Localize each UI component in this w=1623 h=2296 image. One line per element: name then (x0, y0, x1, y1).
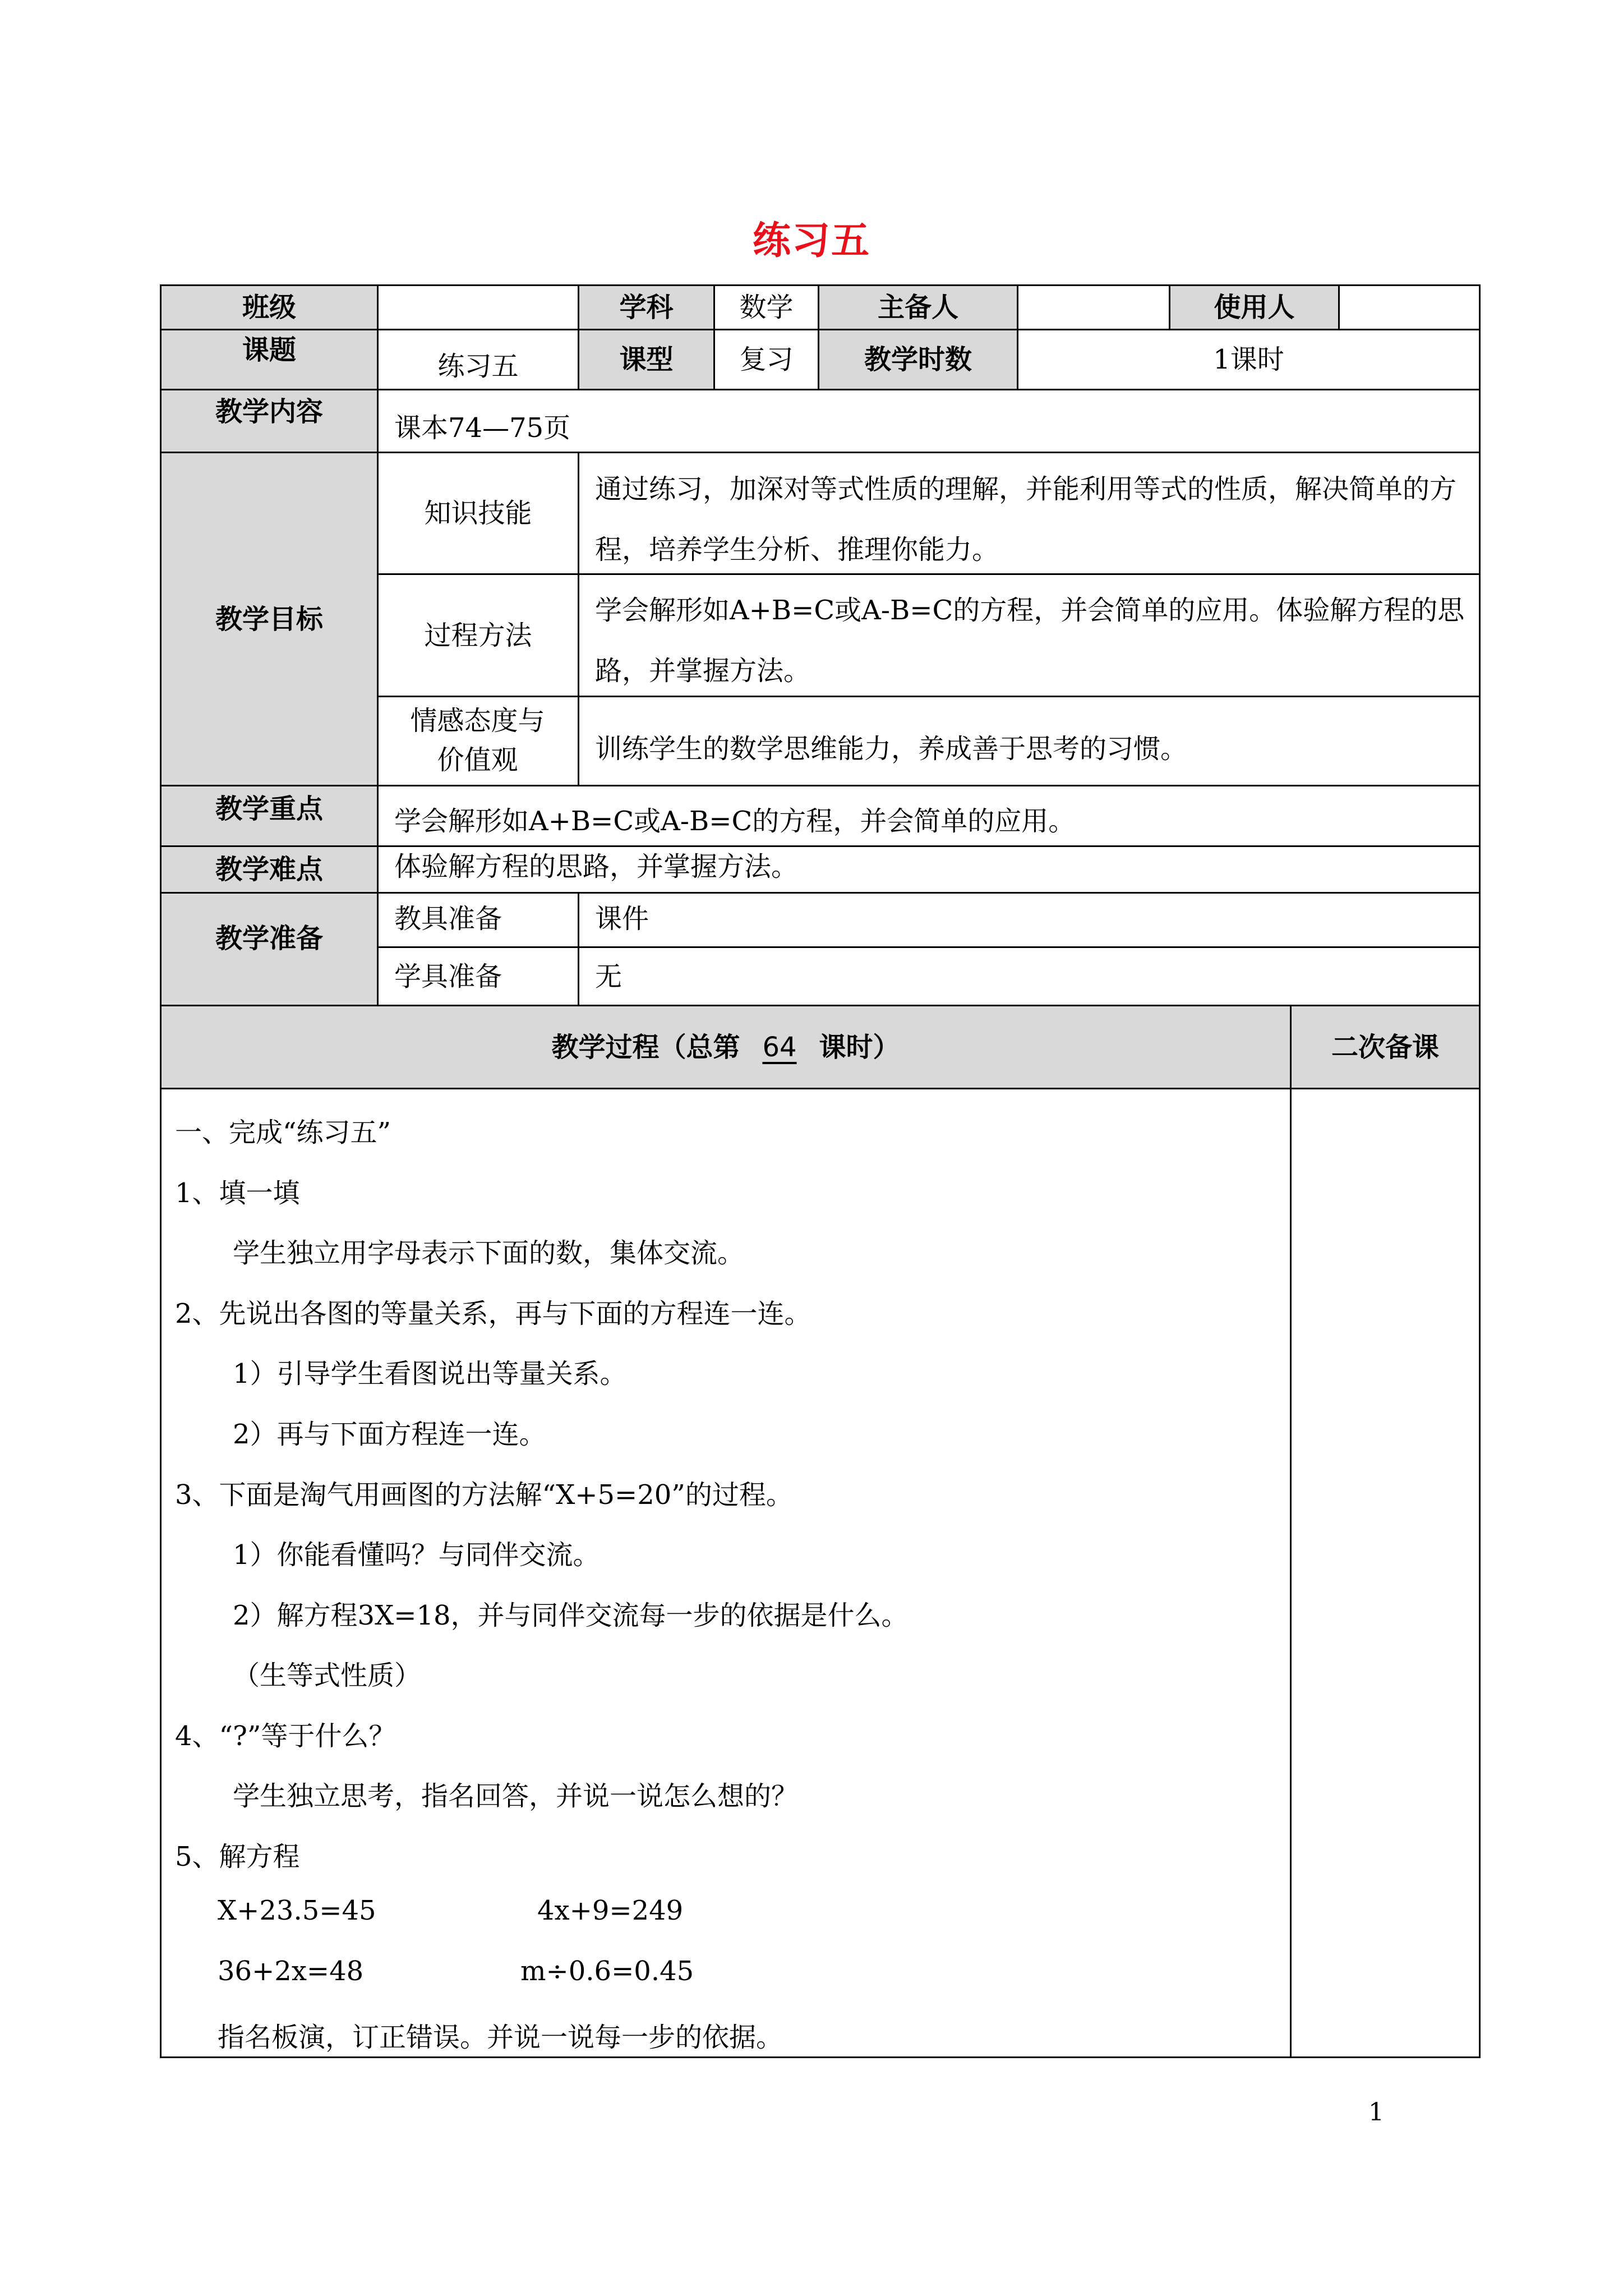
user-label: 使用人 (1214, 292, 1295, 323)
equation: m÷0.6=0.45 (520, 1955, 694, 1987)
class-value (379, 286, 578, 329)
subject-value: 数学 (739, 292, 794, 323)
hours-label: 教学时数 (864, 344, 972, 375)
process-line: 1）引导学生看图说出等量关系。 (233, 1358, 627, 1389)
difficulty-value: 体验解方程的思路，并掌握方法。 (394, 851, 799, 882)
process-line: 1、填一填 (175, 1177, 300, 1209)
equation: X+23.5=45 (218, 1895, 376, 1926)
user-value (1340, 286, 1479, 329)
goal-knowledge-text: 通过练习，加深对等式性质的理解，并能利用等式的性质，解决简单的方程，培养学生分析、推理你能力。 (595, 473, 1457, 565)
preparation-label: 教学准备 (215, 923, 323, 954)
process-line: 指名板演，订正错误。并说一说每一步的依据。 (218, 2022, 783, 2053)
type-label: 课型 (619, 344, 674, 375)
goals-label: 教学目标 (215, 603, 323, 635)
goal-process-label: 过程方法 (424, 619, 532, 651)
process-line: 2）解方程3X=18，并与同伴交流每一步的依据是什么。 (233, 1600, 909, 1631)
process-line: 1）你能看懂吗？与同伴交流。 (233, 1539, 600, 1571)
type-value: 复习 (739, 344, 794, 375)
process-line: 2、先说出各图的等量关系，再与下面的方程连一连。 (175, 1298, 811, 1329)
key-point-label: 教学重点 (215, 793, 323, 825)
goal-attitude-text: 训练学生的数学思维能力，养成善于思考的习惯。 (595, 733, 1188, 765)
process-line: 2）再与下面方程连一连。 (233, 1419, 546, 1450)
page-title: 练习五 (752, 218, 870, 263)
process-header (162, 1006, 1290, 1088)
second-prep-label: 二次备课 (1331, 1031, 1439, 1063)
goal-knowledge-label: 知识技能 (424, 498, 532, 529)
content-value: 课本74—75页 (394, 412, 571, 444)
key-point-value: 学会解形如A+B=C或A-B=C的方程，并会简单的应用。 (394, 805, 1076, 837)
subject-label: 学科 (619, 292, 674, 323)
process-line: （生等式性质） (233, 1660, 422, 1691)
difficulty-label: 教学难点 (215, 854, 323, 885)
preparer-value (1018, 286, 1169, 329)
equation: 4x+9=249 (537, 1895, 684, 1926)
process-line: 5、解方程 (175, 1841, 300, 1872)
process-header-number: 64 (762, 1031, 797, 1063)
process-header-prefix: 教学过程（总第 (551, 1031, 740, 1063)
goal-process-text: 学会解形如A+B=C或A-B=C的方程，并会简单的应用。体验解方程的思路，并掌握方法。 (595, 595, 1465, 687)
page-number: 1 (1368, 2098, 1384, 2127)
hours-value: 1课时 (1213, 344, 1284, 375)
content-label: 教学内容 (215, 396, 323, 427)
teacher-prep-value: 课件 (595, 903, 649, 935)
class-label: 班级 (242, 292, 296, 323)
equation: 36+2x=48 (218, 1955, 364, 1987)
teacher-prep-label: 教具准备 (394, 903, 502, 935)
student-prep-label: 学具准备 (394, 960, 502, 992)
student-prep-value: 无 (595, 960, 623, 992)
process-line: 3、下面是淘气用画图的方法解“X+5=20”的过程。 (175, 1479, 793, 1511)
process-header-suffix: 课时） (819, 1031, 900, 1063)
preparer-label: 主备人 (877, 292, 958, 323)
process-line: 一、完成“练习五” (175, 1117, 391, 1148)
process-line: 学生独立思考，指名回答，并说一说怎么想的？ (233, 1780, 799, 1812)
process-line: 4、“?”等于什么？ (175, 1720, 396, 1752)
topic-label: 课题 (242, 334, 296, 366)
goal-attitude-label: 情感态度与价值观 (410, 705, 545, 776)
topic-value: 练习五 (437, 351, 519, 382)
process-line: 学生独立用字母表示下面的数，集体交流。 (233, 1237, 745, 1269)
